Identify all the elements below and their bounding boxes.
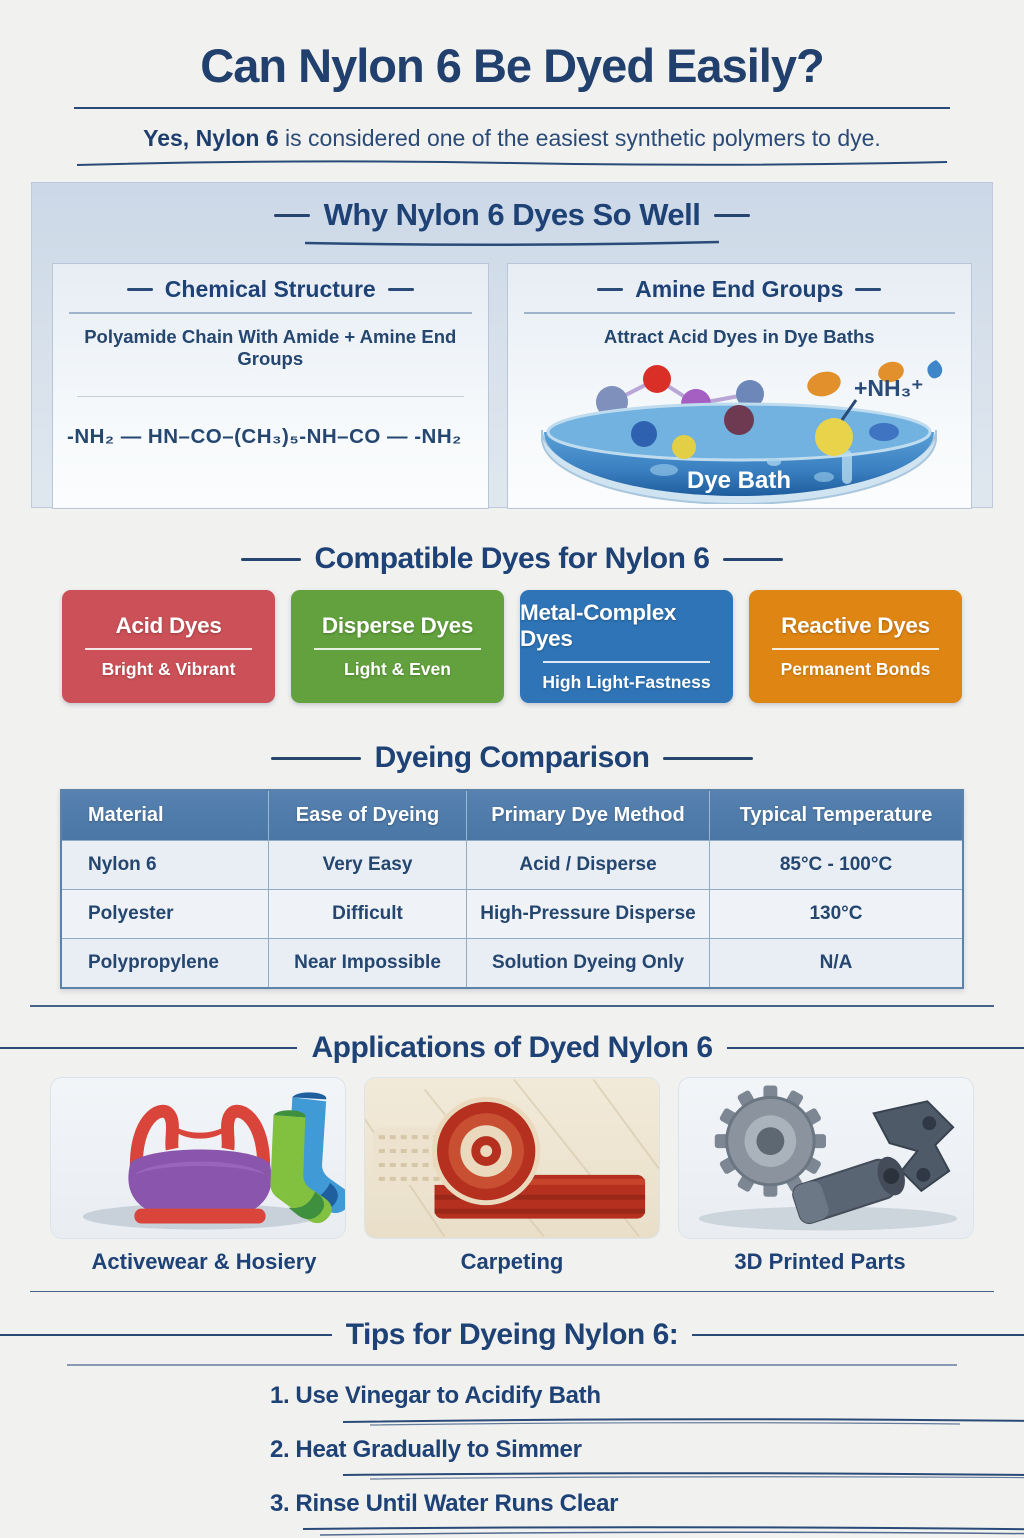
- section-divider: [67, 1364, 957, 1366]
- page-title: Can Nylon 6 Be Dyed Easily?: [200, 39, 824, 92]
- column-header: Typical Temperature: [739, 804, 933, 826]
- cell-method: Solution Dyeing Only: [467, 938, 710, 987]
- title-line: [0, 1334, 332, 1337]
- dye-card-name: Acid Dyes: [115, 613, 222, 638]
- title-line: [0, 1047, 297, 1049]
- tip-item: [270, 1490, 1024, 1538]
- comparison-section-title: Dyeing Comparison: [374, 741, 650, 774]
- table-header-row: [62, 791, 962, 840]
- dye-card-trait: High Light-Fastness: [542, 672, 711, 692]
- flourish-line: [340, 1470, 1024, 1480]
- dye-bath-illustration: [524, 352, 954, 504]
- dye-card-divider: [85, 648, 251, 650]
- title-dash: [714, 214, 750, 217]
- activewear-hosiery-image: [50, 1077, 346, 1239]
- why-title-row: [32, 183, 992, 233]
- section-divider: [30, 1291, 994, 1293]
- flourish-line: [340, 1416, 1024, 1426]
- carpet-roll: [435, 1099, 538, 1202]
- cell-ease: Near Impossible: [269, 938, 467, 987]
- why-section-title: Why Nylon 6 Dyes So Well: [323, 197, 701, 232]
- tip-number: 1.: [270, 1381, 290, 1409]
- cell-material: Polypropylene: [62, 938, 269, 987]
- answer-text: is considered one of the easiest synthetic polymers to dye.: [278, 125, 881, 151]
- title-line: [727, 1047, 1024, 1049]
- tip-text: Heat Gradually to Simmer: [295, 1435, 582, 1463]
- application-captions: [50, 1249, 974, 1275]
- title-dash: [855, 288, 881, 291]
- gear-icon: [715, 1085, 826, 1196]
- dyes-title-row: [0, 528, 1024, 576]
- application-tiles: [50, 1077, 974, 1239]
- cell-material: Nylon 6: [62, 840, 269, 889]
- tip-number: 3.: [270, 1489, 290, 1517]
- dye-card-divider: [543, 661, 709, 663]
- why-nylon-panel: [31, 182, 993, 508]
- comparison-title-row: [0, 727, 1024, 775]
- amine-card-description: Attract Acid Dyes in Dye Baths: [603, 325, 875, 347]
- dyes-section-title: Compatible Dyes for Nylon 6: [314, 542, 710, 575]
- sports-bra: [128, 1111, 271, 1223]
- dye-card-trait: Light & Even: [344, 659, 451, 679]
- tips-section-title: Tips for Dyeing Nylon 6:: [345, 1318, 679, 1351]
- flourish-line: [72, 158, 952, 168]
- column-header: Ease of Dyeing: [269, 791, 467, 840]
- carpeting-image: [364, 1077, 660, 1239]
- answer-line: [0, 125, 1024, 152]
- chemical-structure-card: [52, 263, 489, 509]
- cell-material: Polyester: [62, 889, 269, 938]
- tip-item: [270, 1436, 1024, 1480]
- title-dash: [274, 214, 310, 217]
- card-title-row: [518, 276, 962, 303]
- card-title-row: [63, 276, 478, 303]
- title-dash: [597, 288, 623, 291]
- cell-temperature: N/A: [710, 938, 962, 987]
- dye-card-name: Metal-Complex Dyes: [520, 600, 677, 651]
- dye-card-reactive: [749, 590, 962, 703]
- title-dash: [241, 558, 301, 561]
- dye-card-metal-complex: [520, 590, 733, 703]
- dye-card-name: Reactive Dyes: [781, 613, 930, 638]
- cell-ease: Difficult: [269, 889, 467, 938]
- formula-divider: [77, 396, 464, 397]
- carpet-illustration: [365, 1079, 659, 1237]
- answer-emphasis: Yes, Nylon 6: [143, 125, 279, 151]
- flourish-line: [300, 1524, 1024, 1538]
- dye-card-divider: [772, 648, 938, 650]
- tips-list: [270, 1382, 1024, 1538]
- dye-bath-label: Dye Bath: [687, 466, 792, 494]
- dye-cards-row: [62, 590, 962, 703]
- title-dash: [388, 288, 414, 291]
- why-cards: [32, 247, 992, 509]
- chemical-card-title: Chemical Structure: [164, 276, 376, 302]
- column-header: Material: [62, 791, 269, 840]
- tip-item: [270, 1382, 1024, 1426]
- comparison-table: [60, 789, 964, 989]
- card-divider: [524, 312, 956, 314]
- 3d-printed-parts-image: [678, 1077, 974, 1239]
- table-row: [62, 840, 962, 889]
- card-divider: [69, 312, 472, 314]
- tip-text: Use Vinegar to Acidify Bath: [295, 1381, 601, 1409]
- dye-card-trait: Bright & Vibrant: [101, 659, 236, 679]
- amine-card-title: Amine End Groups: [635, 276, 844, 302]
- table-row: [62, 938, 962, 987]
- table-row: [62, 889, 962, 938]
- caption-activewear: Activewear & Hosiery: [91, 1248, 317, 1274]
- dye-card-acid: [62, 590, 275, 703]
- title-dash: [127, 288, 153, 291]
- ion-label: +NH₃⁺: [854, 374, 924, 401]
- activewear-illustration: [51, 1079, 345, 1237]
- caption-3d-parts: 3D Printed Parts: [734, 1248, 906, 1274]
- cell-ease: Very Easy: [269, 840, 467, 889]
- droplet-icon: [928, 360, 943, 378]
- cell-temperature: 85°C - 100°C: [710, 840, 962, 889]
- amine-end-groups-card: [507, 263, 973, 509]
- section-divider: [30, 1005, 994, 1007]
- tips-title-row: [0, 1304, 1024, 1352]
- nylon6-formula: -NH₂ — HN–CO–(CH₃)₅-NH–CO — -NH₂: [67, 424, 462, 448]
- dye-card-disperse: [291, 590, 504, 703]
- tip-text: Rinse Until Water Runs Clear: [295, 1489, 619, 1517]
- column-header: Primary Dye Method: [467, 791, 710, 840]
- chemical-card-description: Polyamide Chain With Amide + Amine End Groups: [84, 325, 457, 369]
- flourish-line: [302, 239, 722, 247]
- applications-section-title: Applications of Dyed Nylon 6: [311, 1030, 713, 1064]
- printed-parts-illustration: [679, 1079, 973, 1237]
- title-divider: [74, 107, 950, 109]
- title-dash: [723, 558, 783, 561]
- cell-temperature: 130°C: [710, 889, 962, 938]
- dye-card-trait: Permanent Bonds: [780, 659, 931, 679]
- title-dash: [271, 757, 361, 760]
- cell-method: High-Pressure Disperse: [467, 889, 710, 938]
- applications-title-row: [0, 1017, 1024, 1065]
- dye-card-name: Disperse Dyes: [321, 613, 474, 638]
- cell-method: Acid / Disperse: [467, 840, 710, 889]
- dye-card-divider: [314, 648, 480, 650]
- title-line: [692, 1334, 1024, 1337]
- tip-number: 2.: [270, 1435, 290, 1463]
- caption-carpeting: Carpeting: [460, 1248, 564, 1274]
- title-dash: [663, 757, 753, 760]
